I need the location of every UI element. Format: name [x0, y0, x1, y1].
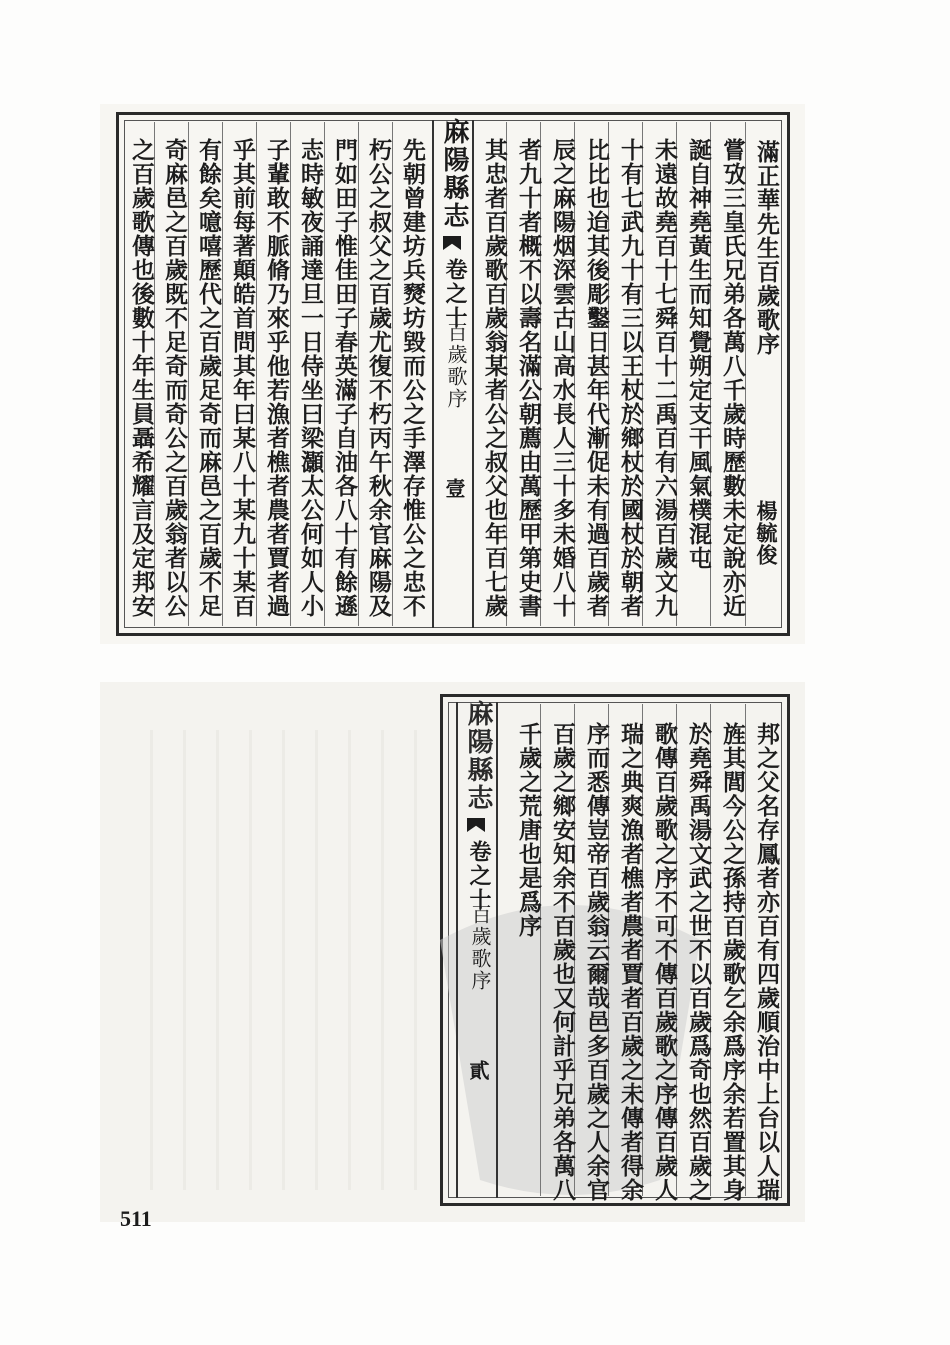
text-column: 瑞之典爽漁者樵者農者賈者百歲之未傳者得余: [617, 722, 644, 1202]
text-column: 滿正華先生百歲歌序: [753, 140, 780, 356]
text-column: 其忠者百歲歌百歲翁某者公之叔父也年百七歲: [481, 138, 508, 618]
page-number: 511: [120, 1206, 152, 1231]
text-column: 有餘矣噫嘻歷代之百歲足奇而麻邑之百歲不足: [195, 138, 222, 618]
text-column: 邦之父名存鳳者亦百有四歲順治中上台以人瑞: [753, 722, 780, 1202]
text-column: 於堯舜禹湯文武之世不以百歲爲奇也然百歲之: [685, 722, 712, 1202]
text-column: 比比也迨其後彫鑿日甚年代漸促未有過百歲者: [583, 138, 610, 618]
banxin-title: 麻陽縣志: [463, 700, 493, 812]
column-rule: [358, 122, 359, 626]
text-column: 百歲之鄉安知余不百歲也又何計乎兄弟各萬八: [549, 722, 576, 1202]
column-rule: [392, 122, 393, 626]
text-column: 志時敏夜誦達旦一日侍坐曰梁灝太公何如人小: [297, 138, 324, 618]
banxin-title: 麻陽縣志: [439, 118, 469, 230]
faded-bleed-text-area: [120, 730, 420, 1190]
banxin-volume: 卷之十: [442, 258, 468, 330]
text-column: 千歲之荒唐也是爲序: [515, 722, 542, 938]
column-rule: [222, 122, 223, 626]
column-rule: [188, 122, 189, 626]
author-name: 楊毓俊: [754, 500, 779, 566]
text-column: 門如田子惟佳田子春英滿子自油各八十有餘遜: [331, 138, 358, 618]
column-rule: [256, 122, 257, 626]
banxin-section: 百歲歌序: [444, 322, 468, 410]
text-column: 十有七武九十有三以王杖於鄉杖於國杖於朝者: [617, 138, 644, 618]
text-column: 奇麻邑之百歲既不足奇而奇公之百歲翁者以公: [161, 138, 188, 618]
banxin-volume: 卷之十: [466, 840, 492, 912]
text-column: 者九十者概不以壽名滿公朝薦由萬歷甲第史書: [515, 138, 542, 618]
banxin-rule: [456, 702, 458, 1198]
text-column: 辰之麻陽烟深雲古山高水長人三十多未婚八十: [549, 138, 576, 618]
banxin-page-number: 壹: [442, 478, 466, 500]
banxin-rule: [432, 120, 434, 628]
text-column: 先朝曾建坊兵燹坊毀而公之手澤存惟公之忠不: [399, 138, 426, 618]
text-column: 誕自神堯黃生而知覺朔定支干風氣樸混屯: [685, 138, 712, 570]
text-column: 嘗攷三皇氏兄弟各萬八千歲時歷數未定說亦近: [719, 138, 746, 618]
text-column: 未遠故堯百十七舜百十二禹百有六湯百歲文九: [651, 138, 678, 618]
text-column: 子輩敢不脈脩乃來乎他若漁者樵者農者賈者過: [263, 138, 290, 618]
text-column: 朽公之叔父之百歲尤復不朽丙午秋余官麻陽及: [365, 138, 392, 618]
text-column: 旌其閭今公之孫持百歲歌乞余爲序余若置其身: [719, 722, 746, 1202]
column-rule: [290, 122, 291, 626]
column-rule: [324, 122, 325, 626]
banxin-page-number: 貳: [466, 1060, 490, 1082]
text-column: 乎其前每著顛皓首問其年曰某八十某九十某百: [229, 138, 256, 618]
text-column: 歌傳百歲歌之序不可不傳百歲歌之序傳百歲人: [651, 722, 678, 1202]
text-column: 序而悉傳豈帝百歲翁云爾哉邑多百歲之人余官: [583, 722, 610, 1202]
text-column: 之百歲歌傳也後數十年生員聶希耀言及定邦安: [128, 138, 155, 618]
banxin-section: 百歲歌序: [468, 904, 492, 992]
